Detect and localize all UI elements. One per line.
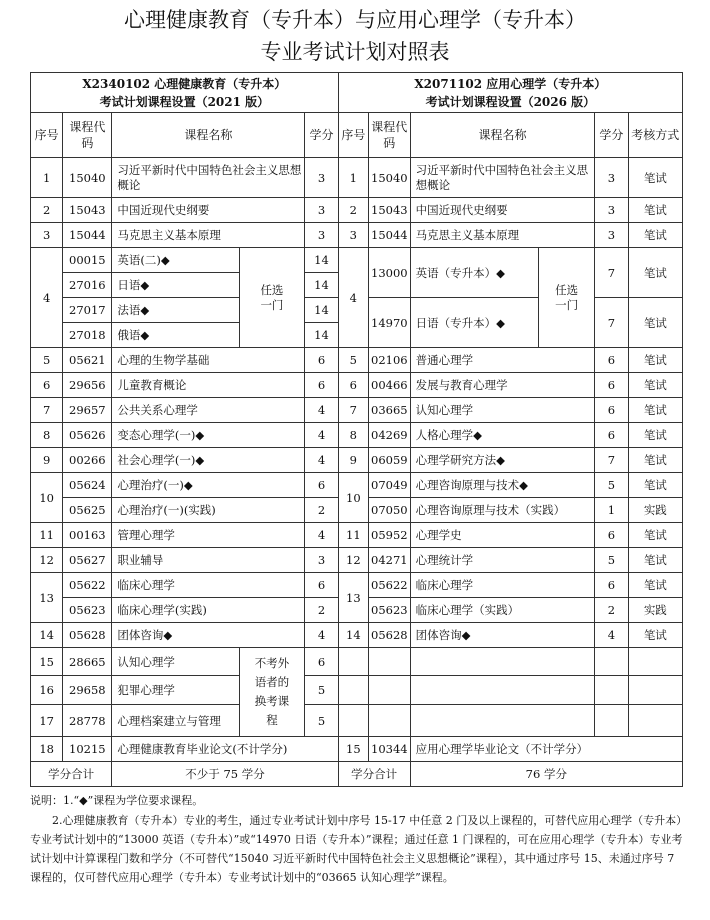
table-row: 27016 日语◆ 14 [31,273,683,298]
table-row: 17 28778 心理档案建立与管理 5 [31,705,683,737]
table-row: 10 05624 心理治疗(一)◆ 6 10 07049 心理咨询原理与技术◆ 5 笔试 [31,473,683,498]
table-row: 4 00015 英语(二)◆ 任选一门 14 4 13000 英语（专升本）◆ 任选一门 7 笔试 [31,248,683,273]
table-row: 9 00266 社会心理学(一)◆ 4 9 06059 心理学研究方法◆ 7 笔试 [31,448,683,473]
col-seq: 序号 [31,113,63,158]
table-row: 11 00163 管理心理学 4 11 05952 心理学史 6 笔试 [31,523,683,548]
table-row: 16 29658 犯罪心理学 5 [31,676,683,705]
table-row: 27017 法语◆ 14 14970 日语（专升本）◆ 7 笔试 [31,298,683,323]
right-elective-note: 任选一门 [538,248,594,348]
left-total-label: 学分合计 [31,762,112,787]
col-code: 课程代码 [63,113,112,158]
col-exam: 考核方式 [628,113,682,158]
left-elective-note: 任选一门 [239,248,305,348]
table-row: 3 15044 马克思主义基本原理 3 3 15044 马克思主义基本原理 3 笔试 [31,223,683,248]
col-name: 课程名称 [112,113,305,158]
table-row: 13 05622 临床心理学 6 13 05622 临床心理学 6 笔试 [31,573,683,598]
table-row: 7 29657 公共关系心理学 4 7 03665 认知心理学 6 笔试 [31,398,683,423]
right-total-value: 76 学分 [410,762,682,787]
table-row: 27018 俄语◆ 14 [31,323,683,348]
column-header-row [31,113,683,158]
document-title: 心理健康教育（专升本）与应用心理学（专升本） [124,8,586,32]
left-program-header: X2340102 心理健康教育（专升本） 考试计划课程设置（2021 版） [31,73,339,113]
col-credit: 学分 [305,113,338,158]
table-row: 5 05621 心理的生物学基础 6 5 02106 普通心理学 6 笔试 [31,348,683,373]
program-header-row [31,73,683,113]
note-1: 说明：1.“◆”课程为学位要求课程。 [30,794,204,807]
comparison-table [30,72,683,787]
table-row: 15 28665 认知心理学 不考外语者的换考课程 6 [31,648,683,676]
document-subtitle: 专业考试计划对照表 [260,40,450,64]
col-name: 课程名称 [410,113,595,158]
table-row: 8 05626 变态心理学(一)◆ 4 8 04269 人格心理学◆ 6 笔试 [31,423,683,448]
right-program-header: X2071102 应用心理学（专升本） 考试计划课程设置（2026 版） [338,73,682,113]
table-row: 1 15040 习近平新时代中国特色社会主义思想概论 3 1 15040 习近平新时代中国特色社会主义思想概论 3 笔试 [31,158,683,198]
table-row: 18 10215 心理健康教育毕业论文(不计学分) 15 10344 应用心理学毕业论文（不计学分） [31,737,683,762]
table-row: 12 05627 职业辅导 3 12 04271 心理统计学 5 笔试 [31,548,683,573]
left-total-value: 不少于 75 学分 [112,762,338,787]
right-total-label: 学分合计 [338,762,410,787]
replace-course-note: 不考外语者的换考课程 [239,648,305,737]
col-seq: 序号 [338,113,368,158]
table-row: 6 29656 儿童教育概论 6 6 00466 发展与教育心理学 6 笔试 [31,373,683,398]
note-2: 2.心理健康教育（专升本）专业的考生，通过专业考试计划中序号 15-17 中任意 2 门及以上课程的，可替代应用心理学（专升本）专业考试计划中的“13000 英语（专升本）”或“14970 日语（专升本）”课程；通过任意 1 门课程的，可在应用心理学（专升本）专业考试计划中计算课程门数和学分（不可替代“15040 习近平新时代中国特色社会主义思想概论”课程），其中通过序号 15、未通过序号 7 课程的，仅可替代应用心理学（专升本）专业考试计划中的“03665 认知心理学”课程。 [30,814,683,884]
table-row: 05625 心理治疗(一)(实践) 2 07050 心理咨询原理与技术（实践） 1 实践 [31,498,683,523]
totals-row [31,762,683,787]
table-row: 2 15043 中国近现代史纲要 3 2 15043 中国近现代史纲要 3 笔试 [31,198,683,223]
col-code: 课程代码 [368,113,410,158]
table-row: 14 05628 团体咨询◆ 4 14 05628 团体咨询◆ 4 笔试 [31,623,683,648]
col-credit: 学分 [595,113,628,158]
table-row: 05623 临床心理学(实践) 2 05623 临床心理学（实践） 2 实践 [31,598,683,623]
